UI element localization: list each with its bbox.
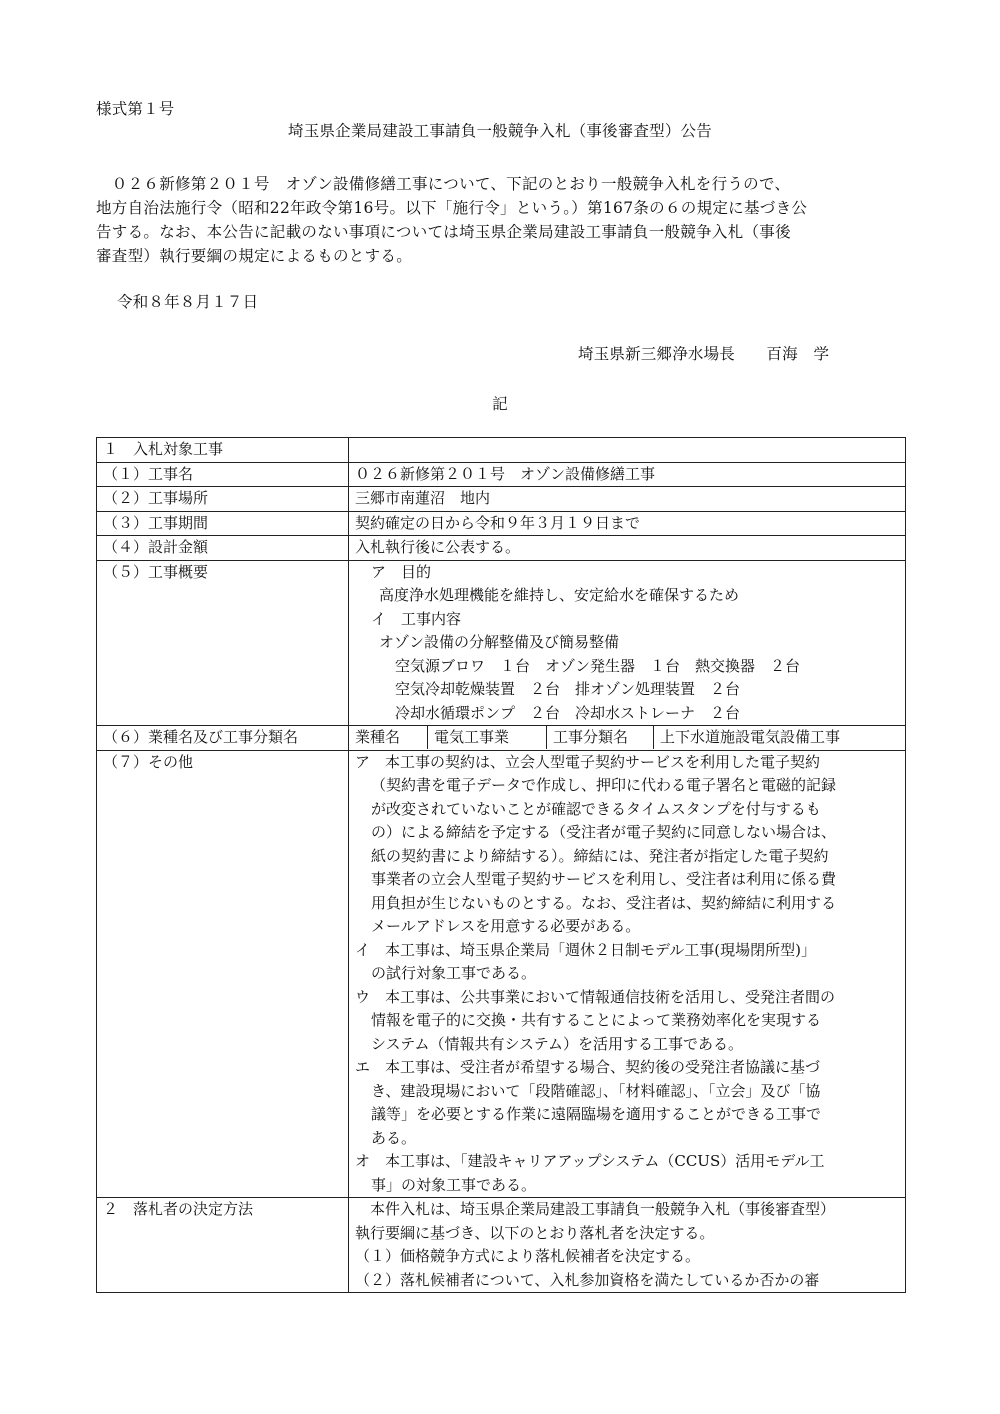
- table-row: [97, 462, 906, 487]
- category-value: 上下水道施設電気設備工事: [660, 728, 841, 746]
- document-title: 埼玉県企業局建設工事請負一般競争入札（事後審査型）公告: [288, 122, 712, 140]
- row-label: （７）その他: [97, 750, 349, 1198]
- table-row: [97, 1198, 906, 1293]
- text-line: の試行対象工事である。: [371, 964, 537, 982]
- table-row: [97, 438, 906, 463]
- text-line: ア 本工事の契約は、立会人型電子契約サービスを利用した電子契約: [355, 752, 821, 771]
- table-row: [97, 536, 906, 561]
- text-line: が改変されていないことが確認できるタイムスタンプを付与するも: [371, 799, 821, 818]
- text-line: エ 本工事は、受注者が希望する場合、契約後の受発注者協議に基づ: [355, 1058, 821, 1076]
- table-row: [97, 726, 906, 751]
- notice-date: 令和８年８月１７日: [117, 293, 259, 311]
- text-line: の）による締結を予定する（受注者が電子契約に同意しない場合は、: [371, 823, 837, 841]
- ki-heading: 記: [492, 395, 508, 413]
- row-label: （２）工事場所: [97, 487, 349, 512]
- section-value: [349, 438, 906, 463]
- text-line: 執行要綱に基づき、以下のとおり落札者を決定する。: [355, 1223, 715, 1242]
- text-line: （１）価格競争方式により落札候補者を決定する。: [355, 1247, 701, 1265]
- row-label: （４）設計金額: [97, 536, 349, 561]
- intro-line: 審査型）執行要綱の規定によるものとする。: [96, 247, 413, 265]
- text-line: （２）落札候補者について、入札参加資格を満たしているか否かの審: [355, 1270, 820, 1289]
- row-label: （３）工事期間: [97, 511, 349, 536]
- section-label: １ 入札対象工事: [97, 438, 349, 463]
- text-line: 空気源ブロワ １台 オゾン発生器 １台 熱交換器 ２台: [395, 656, 801, 675]
- text-line: （契約書を電子データで作成し、押印に代わる電子署名と電磁的記録: [371, 776, 837, 794]
- table-row: [97, 560, 906, 726]
- text-line: き、建設現場において「段階確認」、「材料確認」、「立会」及び「協: [371, 1081, 821, 1100]
- row-label: （６）業種名及び工事分類名: [97, 726, 349, 751]
- text-line: 情報を電子的に交換・共有することによって業務効率化を実現する: [371, 1011, 822, 1029]
- section-value: [349, 1198, 906, 1293]
- text-line: 本件入札は、埼玉県企業局建設工事請負一般競争入札（事後審査型）: [355, 1200, 836, 1218]
- table-row: [97, 511, 906, 536]
- intro-line: ０２６新修第２０１号 オゾン設備修繕工事について、下記のとおり一般競争入札を行うので、: [96, 175, 791, 193]
- row-value: [349, 726, 906, 751]
- row-label: （１）工事名: [97, 462, 349, 487]
- row-value: 入札執行後に公表する。: [349, 536, 906, 561]
- row-value: [349, 560, 906, 726]
- text-line: ウ 本工事は、公共事業において情報通信技術を活用し、受発注者間の: [355, 987, 836, 1006]
- text-line: 事業者の立会人型電子契約サービスを利用し、受注者は利用に係る費: [371, 870, 837, 888]
- text-line: 用負担が生じないものとする。なお、受注者は、契約締結に利用する: [371, 893, 837, 912]
- text-line: ア 目的: [371, 562, 432, 581]
- row-value: [349, 750, 906, 1198]
- text-line: オゾン設備の分解整備及び簡易整備: [379, 633, 620, 651]
- intro-line: 告する。なお、本公告に記載のない事項については埼玉県企業局建設工事請負一般競争入札（事後: [96, 223, 791, 241]
- industry-label: 業種名: [349, 726, 428, 749]
- row-value: ０２６新修第２０１号 オゾン設備修繕工事: [349, 462, 906, 487]
- form-number: 様式第１号: [96, 100, 175, 118]
- text-line: ある。: [371, 1128, 417, 1147]
- row-value: 契約確定の日から令和９年３月１９日まで: [349, 511, 906, 536]
- details-table: [96, 437, 906, 1293]
- industry-value: 電気工事業: [428, 726, 547, 749]
- text-line: 事」の対象工事である。: [371, 1175, 537, 1194]
- text-line: システム（情報共有システム）を活用する工事である。: [371, 1034, 744, 1053]
- table-row: [97, 750, 906, 1198]
- text-line: オ 本工事は、「建設キャリアアップシステム（CCUS）活用モデル工: [355, 1152, 825, 1170]
- row-label: （５）工事概要: [97, 560, 349, 726]
- intro-paragraph: [96, 172, 911, 268]
- text-line: 高度浄水処理機能を維持し、安定給水を確保するため: [379, 586, 740, 604]
- text-line: イ 工事内容: [371, 609, 462, 628]
- text-line: メールアドレスを用意する必要がある。: [371, 917, 641, 935]
- text-line: 空気冷却乾燥装置 ２台 排オゾン処理装置 ２台: [395, 680, 741, 698]
- text-line: イ 本工事は、埼玉県企業局「週休２日制モデル工事(現場閉所型)」: [355, 940, 816, 959]
- row-value: 三郷市南蓮沼 地内: [349, 487, 906, 512]
- table-row: [97, 487, 906, 512]
- category-label: 工事分類名: [547, 726, 654, 749]
- issuer: 埼玉県新三郷浄水場長 百海 学: [578, 345, 830, 363]
- classification-cells: [349, 726, 905, 749]
- text-line: 紙の契約書により締結する）。締結には、発注者が指定した電子契約: [371, 846, 829, 865]
- intro-line: 地方自治法施行令（昭和22年政令第16号。以下「施行令」という。）第167条の６の規定に基づき公: [96, 199, 808, 217]
- text-line: 議等」を必要とする作業に遠隔臨場を適用することができる工事で: [371, 1105, 822, 1123]
- text-line: 冷却水循環ポンプ ２台 冷却水ストレーナ ２台: [395, 703, 741, 722]
- section-label: ２ 落札者の決定方法: [97, 1198, 349, 1293]
